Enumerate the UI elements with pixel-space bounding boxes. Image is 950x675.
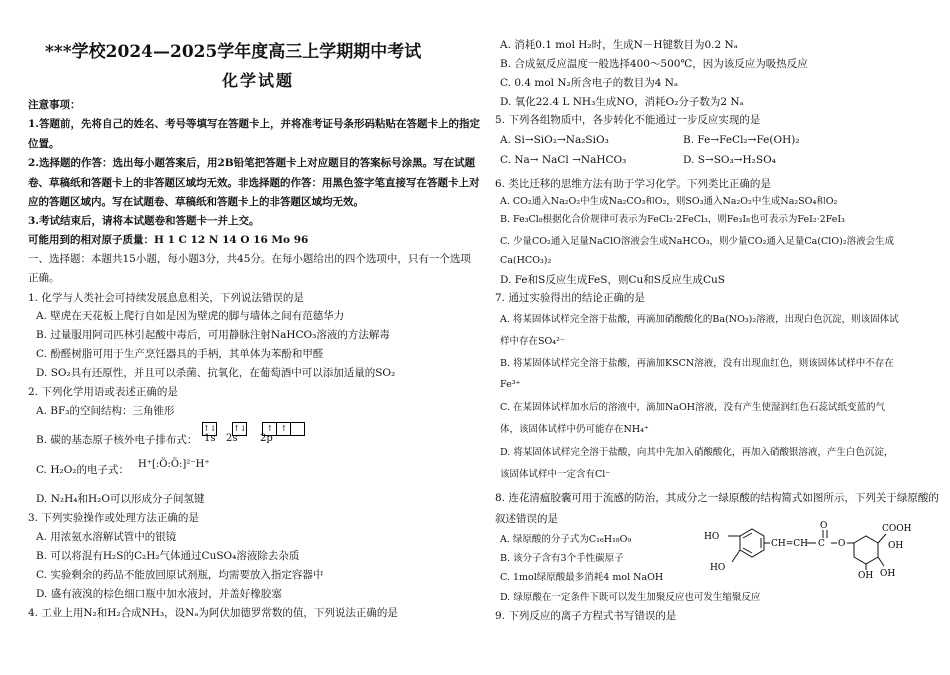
q8-option-b: B. 该分子含有3个手性碳原子 bbox=[500, 553, 624, 564]
chlorogenic-acid-structure bbox=[700, 518, 925, 578]
atomic-masses: 可能用到的相对原子质量：H 1 C 12 N 14 O 16 Mo 96 bbox=[28, 234, 309, 246]
q6-stem: 6. 类比迁移的思维方法有助于学习化学。下列类比正确的是 bbox=[495, 178, 771, 190]
orbital-label-2s: 2s bbox=[226, 433, 238, 444]
struct-ho-bottom: HO bbox=[710, 563, 726, 573]
orbital-box: ↑ bbox=[262, 422, 277, 436]
struct-ho-top: HO bbox=[704, 532, 720, 542]
q7-option-c: C. 在某固体试样加水后的溶液中，滴加NaOH溶液，没有产生使湿润红色石蕊试纸变蓝的气 bbox=[500, 402, 886, 413]
orbital-box: ↑↓ bbox=[202, 422, 217, 436]
orbital-diagram bbox=[202, 418, 304, 437]
q8-stem: 8. 连花清瘟胶囊可用于流感的防治，其成分之一绿原酸的结构简式如图所示，下列关于绿原酸的 bbox=[495, 492, 939, 504]
q7-option-a: A. 将某固体试样完全溶于盐酸，再滴加硝酸酸化的Ba(NO₃)₂溶液，出现白色沉淀，则该固体试 bbox=[500, 314, 899, 325]
q6-option-c-cont: Ca(HCO₃)₂ bbox=[500, 255, 552, 266]
q3-option-a: A. 用浓氨水溶解试管中的银镜 bbox=[36, 531, 177, 543]
q1-option-c: C. 酚醛树脂可用于生产烹饪器具的手柄，其单体为苯酚和甲醛 bbox=[36, 348, 324, 360]
struct-ester-o: O bbox=[838, 539, 846, 549]
orbital-label-1s: 1s bbox=[204, 433, 216, 444]
q1-stem: 1. 化学与人类社会可持续发展息息相关，下列说法错误的是 bbox=[28, 292, 304, 304]
q6-option-c: C. 少量CO₂通入足量NaClO溶液会生成NaHCO₃，则少量CO₂通入足量Ca(ClO)₂溶液会生成 bbox=[500, 236, 895, 247]
q3-option-c: C. 实验剩余的药品不能放回原试剂瓶，均需要放入指定容器中 bbox=[36, 569, 324, 581]
q7-option-d-cont: 该固体试样中一定含有Cl⁻ bbox=[500, 469, 611, 480]
orbital-label-2p: 2p bbox=[260, 433, 273, 444]
q6-option-b: B. Fe₃Cl₈根据化合价规律可表示为FeCl₂·2FeCl₃，则Fe₃I₈也可表示为FeI₂·2FeI₃ bbox=[500, 214, 845, 225]
q4-stem: 4. 工业上用N₂和H₂合成NH₃，设Nₐ为阿伏加德罗常数的值，下列说法正确的是 bbox=[28, 607, 398, 619]
q4-option-b: B. 合成氨反应温度一般选择400～500℃，因为该反应为吸热反应 bbox=[500, 58, 808, 70]
note-1a: 1.答题前，先将自己的姓名、考号等填写在答题卡上，并将准考证号条形码粘贴在答题卡上的指定 bbox=[28, 118, 480, 130]
note-1b: 位置。 bbox=[28, 138, 60, 150]
note-2c: 应的答题区域内。写在试题卷、草稿纸和答题卡上的非答题区域均无效。 bbox=[28, 196, 364, 208]
struct-oh-3: OH bbox=[858, 571, 874, 578]
notes-heading: 注意事项： bbox=[28, 99, 81, 111]
exam-title: ***学校2024—2025学年度高三上学期期中考试 bbox=[45, 42, 422, 62]
note-2b: 卷、草稿纸和答题卡上的非答题区域均无效。非选择题的作答：用黑色签字笔直接写在答题卡上对 bbox=[28, 177, 480, 189]
section-1-intro-cont: 正确。 bbox=[28, 272, 60, 284]
q2-option-b: B. 碳的基态原子核外电子排布式： bbox=[36, 434, 198, 446]
orbital-box: ↑ bbox=[276, 422, 291, 436]
q5-option-c: C. Na→ NaCl →NaHCO₃ bbox=[500, 154, 627, 166]
struct-carbon: C bbox=[818, 539, 825, 549]
q5-option-b: B. Fe→FeCl₂→Fe(OH)₂ bbox=[683, 134, 800, 146]
q7-option-a-cont: 样中存在SO₄²⁻ bbox=[500, 336, 565, 347]
orbital-box: ↑↓ bbox=[232, 422, 247, 436]
q3-stem: 3. 下列实验操作或处理方法正确的是 bbox=[28, 512, 199, 524]
q3-option-b: B. 可以将混有H₂S的C₂H₂气体通过CuSO₄溶液除去杂质 bbox=[36, 550, 300, 562]
q8-option-d: D. 绿原酸在一定条件下既可以发生加聚反应也可发生缩聚反应 bbox=[500, 592, 761, 603]
struct-ch-ch: CH=CH bbox=[771, 539, 809, 549]
q7-option-b: B. 将某固体试样完全溶于盐酸，再滴加KSCN溶液，没有出现血红色，则该固体试样中不存在 bbox=[500, 358, 894, 369]
q2-option-a: A. BF₃的空间结构：三角锥形 bbox=[36, 405, 175, 417]
q1-option-a: A. 壁虎在天花板上爬行自如是因为壁虎的脚与墙体之间有范德华力 bbox=[36, 310, 345, 322]
exam-subject: 化学试题 bbox=[222, 71, 295, 90]
q5-stem: 5. 下列各组物质中，各步转化不能通过一步反应实现的是 bbox=[495, 114, 761, 126]
q8-option-a: A. 绿原酸的分子式为C₁₆H₁₈O₉ bbox=[500, 534, 632, 545]
section-1-intro: 一、选择题：本题共15小题，每小题3分，共45分。在每小题给出的四个选项中，只有一个选项 bbox=[28, 253, 471, 265]
struct-oh-1: OH bbox=[888, 541, 904, 551]
note-2a: 2.选择题的作答：选出每小题答案后，用2B铅笔把答题卡上对应题目的答案标号涂黑。写在试题 bbox=[28, 157, 476, 169]
q2-option-d: D. N₂H₄和H₂O可以形成分子间氢键 bbox=[36, 493, 205, 505]
h2o2-electron-formula: H⁺[:Ö:Ö:]²⁻H⁺ bbox=[138, 459, 210, 470]
q5-option-d: D. S→SO₃→H₂SO₄ bbox=[683, 154, 776, 166]
q7-option-b-cont: Fe³⁺ bbox=[500, 379, 521, 390]
q1-option-b: B. 过量服用阿司匹林引起酸中毒后，可用静脉注射NaHCO₃溶液的方法解毒 bbox=[36, 329, 390, 341]
q1-option-d: D. SO₂具有还原性，并且可以杀菌、抗氧化，在葡萄酒中可以添加适量的SO₂ bbox=[36, 367, 396, 379]
q4-option-c: C. 0.4 mol N₂所含电子的数目为4 Nₐ bbox=[500, 77, 678, 89]
q8-option-c: C. 1mol绿原酸最多消耗4 mol NaOH bbox=[500, 572, 664, 583]
q9-stem: 9. 下列反应的离子方程式书写错误的是 bbox=[495, 610, 677, 622]
q2-option-c: C. H₂O₂的电子式： bbox=[36, 464, 130, 476]
q2-stem: 2. 下列化学用语或表述正确的是 bbox=[28, 386, 178, 398]
struct-carbonyl-o: O bbox=[820, 521, 828, 531]
q7-option-d: D. 将某固体试样完全溶于盐酸，向其中先加入硝酸酸化，再加入硝酸银溶液，产生白色沉淀， bbox=[500, 447, 894, 458]
q3-option-d: D. 盛有液溴的棕色细口瓶中加水液封，并盖好橡胶塞 bbox=[36, 588, 282, 600]
q7-stem: 7. 通过实验得出的结论正确的是 bbox=[495, 292, 645, 304]
orbital-box bbox=[290, 422, 305, 436]
q5-option-a: A. Si→SiO₂→Na₂SiO₃ bbox=[500, 134, 609, 146]
q8-stem-cont: 叙述错误的是 bbox=[495, 513, 558, 525]
q6-option-d: D. Fe和S反应生成FeS，则Cu和S反应生成CuS bbox=[500, 274, 725, 286]
q7-option-c-cont: 体，该固体试样中仍可能存在NH₄⁺ bbox=[500, 424, 649, 435]
q6-option-a: A. CO₂通入Na₂O₂中生成Na₂CO₃和O₂，则SO₃通入Na₂O₂中生成Na₂SO₄和O₂ bbox=[500, 196, 838, 207]
q4-option-a: A. 消耗0.1 mol H₂时，生成N－H键数目为0.2 Nₐ bbox=[500, 39, 738, 51]
struct-oh-2: OH bbox=[880, 569, 896, 578]
struct-cooh: COOH bbox=[882, 524, 912, 534]
note-3: 3.考试结束后，请将本试题卷和答题卡一并上交。 bbox=[28, 215, 260, 227]
q4-option-d: D. 氧化22.4 L NH₃生成NO，消耗O₂分子数为2 Nₐ bbox=[500, 96, 744, 108]
